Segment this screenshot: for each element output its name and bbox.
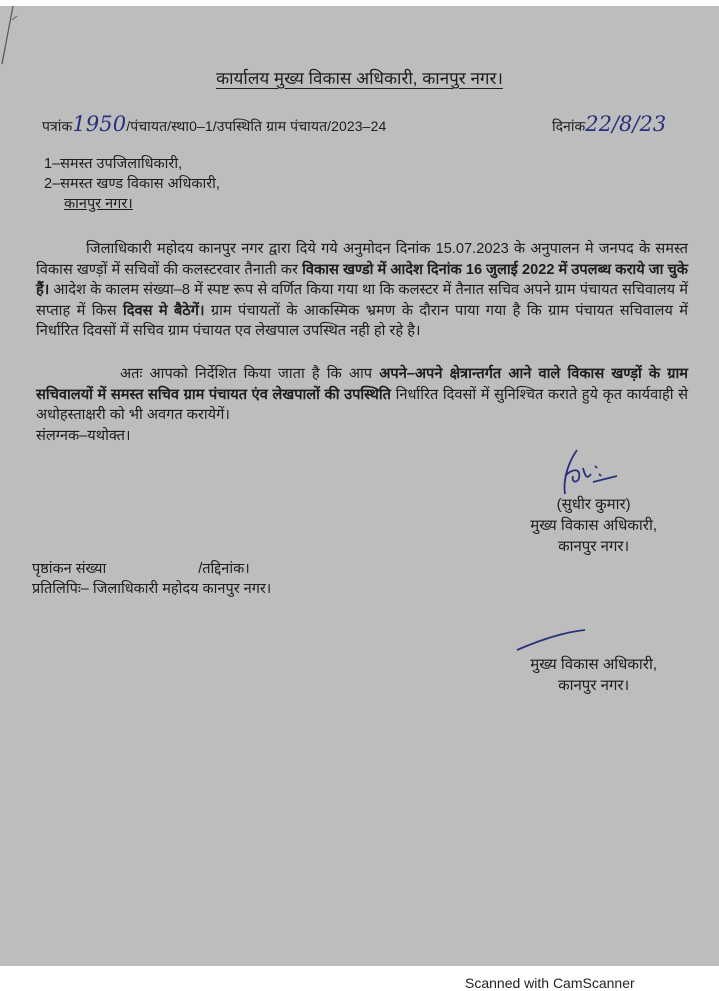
handwritten-signature-icon [555,446,625,496]
addressee-1: 1–समस्त उपजिलाधिकारी, [44,156,183,172]
signatory-place: कानपुर नगर। [558,538,630,555]
signature-block-1 [530,494,657,557]
para1-text-c: ग्राम पंचायतों के आकस्मिक भ्रमण के दौरान पाया गया है कि ग्राम पंचायत सचिवालय में निर्धारित दिवसों में सचिव ग्राम पंचायत एव लेखपाल उपस्थित नही हो रहे है। [36,302,688,340]
camscanner-watermark: Scanned with CamScanner [465,975,635,991]
scanned-page [0,6,719,966]
para1-bold-b: दिवस मे बैठेगें। [122,302,205,319]
endorsement-block [32,559,271,599]
endorsement-date-label: /तद्दिनांक। [198,561,250,577]
addressee-place: कानपुर नगर। [64,196,133,212]
initial-pen-stroke-icon [515,628,590,652]
para1-text-a: जिलाधिकारी महोदय कानपुर नगर द्वारा दिये गये अनुमोदन दिनांक 15.07.2023 के अनुपालन मे जनपद के समस्त विकास खण्ड़ों में सचिवों की कलस्टरवार तैनाती कर [36,241,688,278]
copy-to: प्रतिलिपिः– जिलाधिकारी महोदय कानपुर नगर। [32,581,272,597]
signatory-2-place: कानपुर नगर। [558,677,630,694]
reference-number-handwritten: 1950 [72,112,127,136]
para1-bold-a: विकास खण्डो में आदेश दिनांक 16 जुलाई 2022 में उपलब्ध कराये जा चुके हैं। [36,261,688,299]
para1-text-b: आदेश के कालम संख्या–8 में स्पष्ट रूप से वर्णित किया गया था कि कलस्टर में तैनात सचिव अपने ग्राम पंचायत सचिवालय में सप्ताह में किस [36,282,688,319]
para2-text-a: अतः आपको निर्देशित किया जाता है कि आप [120,366,380,382]
addressee-2: 2–समस्त खण्ड विकास अधिकारी, [44,176,220,192]
date-line [552,112,666,136]
endorsement-number-label: पृष्ठांकन संख्या [32,561,107,577]
reference-path: /पंचायत/स्था0–1/उपस्थिति ग्राम पंचायत/2023–24 [126,118,387,134]
signatory-2-designation: मुख्य विकास अधिकारी, [530,656,657,673]
margin-pen-mark-icon [0,6,20,66]
reference-prefix: पत्रांक [42,118,73,134]
signatory-designation: मुख्य विकास अधिकारी, [530,517,657,534]
para2-text-b: निर्धारित दिवसों में सुनिश्चित कराते हुये कृत कार्यवाही से अधोहस्ताक्षरी को भी अवगत करायेगें। [36,386,689,424]
signatory-name: (सुधीर कुमार) [556,496,631,513]
para2-bold-a: अपने–अपने क्षेत्रान्तर्गत आने वाले विकास खण्ड़ों के ग्राम सचिवालयों में समस्त सचिव ग्राम पंचायत एंव लेखपालों की उपस्थिति [36,366,689,403]
office-title: कार्यालय मुख्य विकास अधिकारी, कानपुर नगर। [216,69,503,88]
date-label: दिनांक [552,118,586,134]
reference-line [42,112,386,136]
body-paragraph-2 [36,364,688,446]
body-paragraph-1 [36,239,688,342]
enclosure-note: संलग्नक–यथोक्त। [36,427,131,444]
addressee-block [44,154,220,214]
signature-block-2 [530,654,657,696]
date-handwritten: 22/8/23 [585,112,667,136]
